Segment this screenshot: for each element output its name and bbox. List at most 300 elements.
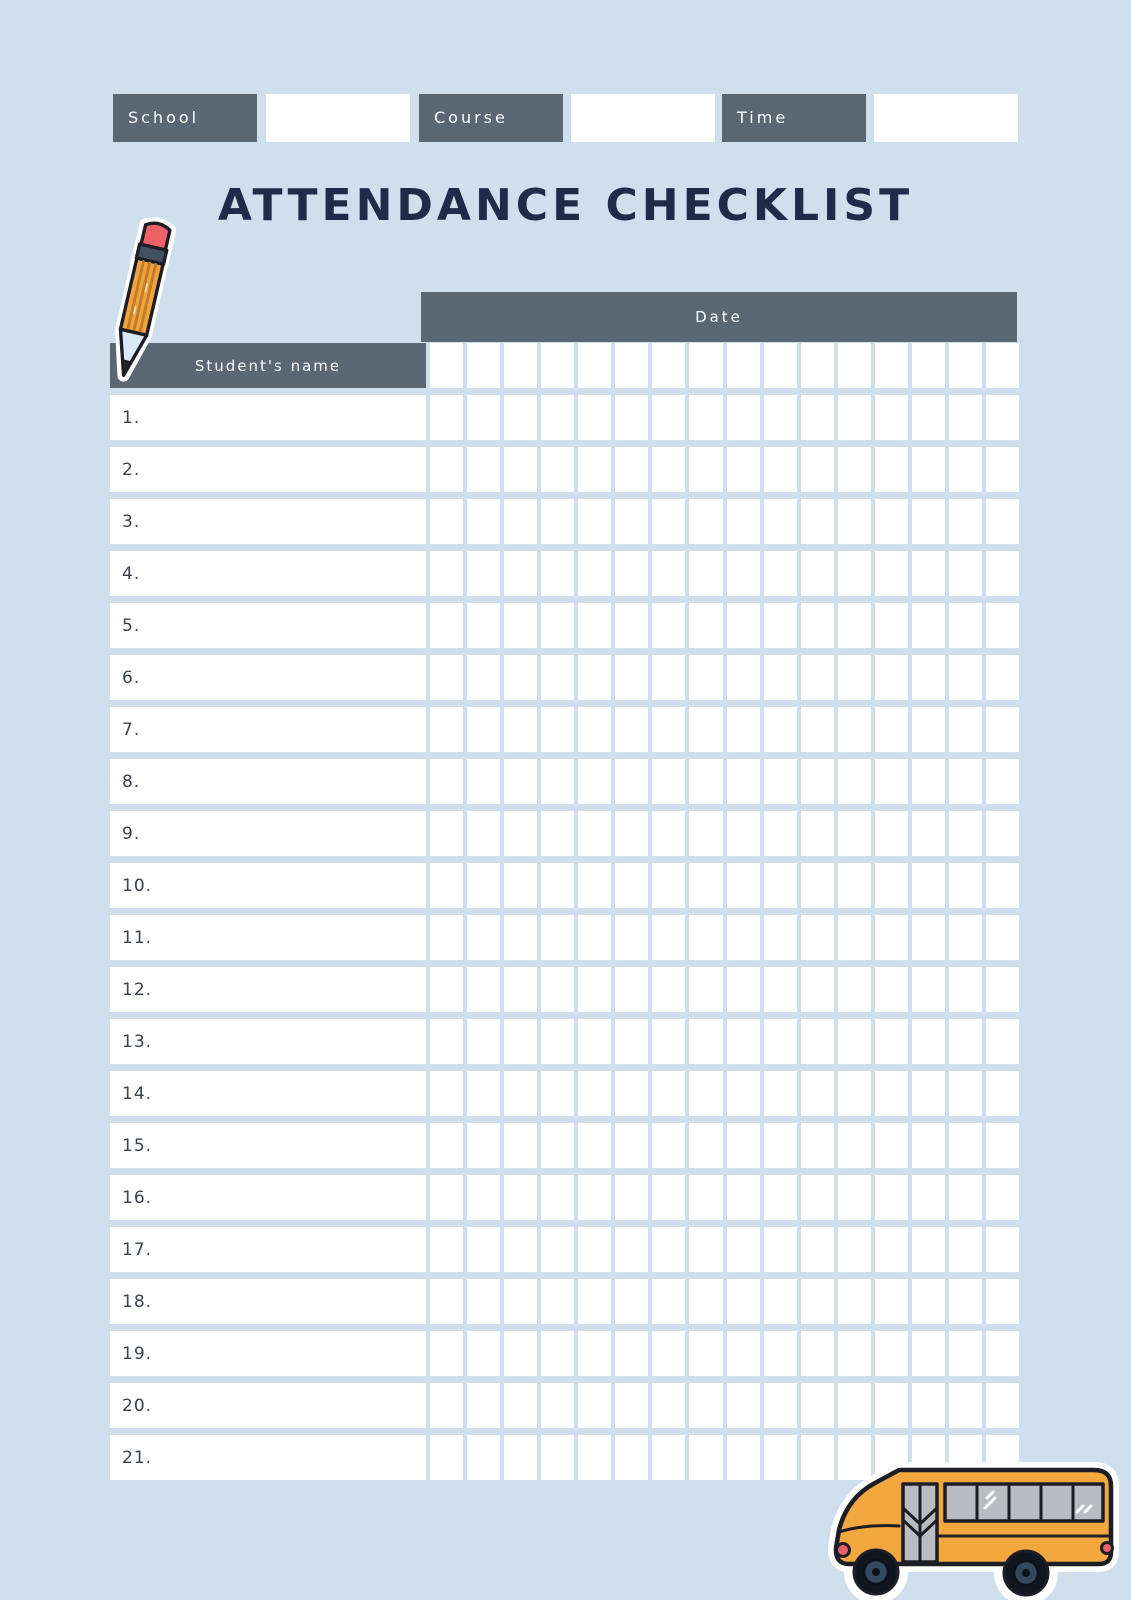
attendance-cell[interactable] xyxy=(949,551,982,596)
attendance-cell[interactable] xyxy=(652,863,685,908)
date-header-cell[interactable] xyxy=(912,343,945,388)
attendance-cell[interactable] xyxy=(801,1279,834,1324)
attendance-cell[interactable] xyxy=(467,1019,500,1064)
attendance-cell[interactable] xyxy=(689,1435,722,1480)
attendance-cell[interactable] xyxy=(986,1383,1019,1428)
attendance-cell[interactable] xyxy=(578,655,611,700)
attendance-cell[interactable] xyxy=(986,447,1019,492)
attendance-cell[interactable] xyxy=(838,655,871,700)
attendance-cell[interactable] xyxy=(578,551,611,596)
attendance-cell[interactable] xyxy=(467,967,500,1012)
attendance-cell[interactable] xyxy=(801,395,834,440)
attendance-cell[interactable] xyxy=(541,655,574,700)
attendance-cell[interactable] xyxy=(689,395,722,440)
attendance-cell[interactable] xyxy=(578,1123,611,1168)
attendance-cell[interactable] xyxy=(615,395,648,440)
attendance-cell[interactable] xyxy=(652,1123,685,1168)
attendance-cell[interactable] xyxy=(578,1383,611,1428)
attendance-cell[interactable] xyxy=(430,1383,463,1428)
attendance-cell[interactable] xyxy=(541,967,574,1012)
attendance-cell[interactable] xyxy=(875,967,908,1012)
attendance-cell[interactable] xyxy=(949,1071,982,1116)
attendance-cell[interactable] xyxy=(578,395,611,440)
attendance-cell[interactable] xyxy=(504,1227,537,1272)
attendance-cell[interactable] xyxy=(764,1175,797,1220)
attendance-cell[interactable] xyxy=(801,759,834,804)
attendance-cell[interactable] xyxy=(504,863,537,908)
date-header-cell[interactable] xyxy=(615,343,648,388)
attendance-cell[interactable] xyxy=(578,603,611,648)
attendance-cell[interactable] xyxy=(986,603,1019,648)
attendance-cell[interactable] xyxy=(652,1019,685,1064)
attendance-cell[interactable] xyxy=(949,395,982,440)
attendance-cell[interactable] xyxy=(912,759,945,804)
attendance-cell[interactable] xyxy=(652,1227,685,1272)
attendance-cell[interactable] xyxy=(727,811,760,856)
attendance-cell[interactable] xyxy=(912,1331,945,1376)
attendance-cell[interactable] xyxy=(801,915,834,960)
attendance-cell[interactable] xyxy=(801,811,834,856)
attendance-cell[interactable] xyxy=(615,1435,648,1480)
attendance-cell[interactable] xyxy=(986,499,1019,544)
attendance-cell[interactable] xyxy=(986,759,1019,804)
attendance-cell[interactable] xyxy=(875,1123,908,1168)
attendance-cell[interactable] xyxy=(727,1071,760,1116)
attendance-cell[interactable] xyxy=(615,915,648,960)
attendance-cell[interactable] xyxy=(727,863,760,908)
attendance-cell[interactable] xyxy=(541,759,574,804)
attendance-cell[interactable] xyxy=(615,1279,648,1324)
attendance-cell[interactable] xyxy=(727,1383,760,1428)
attendance-cell[interactable] xyxy=(430,1227,463,1272)
attendance-cell[interactable] xyxy=(541,1279,574,1324)
attendance-cell[interactable] xyxy=(430,499,463,544)
attendance-cell[interactable] xyxy=(689,1279,722,1324)
attendance-cell[interactable] xyxy=(875,1331,908,1376)
attendance-cell[interactable] xyxy=(949,1123,982,1168)
attendance-cell[interactable] xyxy=(615,1383,648,1428)
student-name-cell[interactable] xyxy=(110,1175,426,1220)
attendance-cell[interactable] xyxy=(689,915,722,960)
attendance-cell[interactable] xyxy=(689,499,722,544)
date-header-cell[interactable] xyxy=(949,343,982,388)
attendance-cell[interactable] xyxy=(430,551,463,596)
attendance-cell[interactable] xyxy=(652,1331,685,1376)
attendance-cell[interactable] xyxy=(912,499,945,544)
attendance-cell[interactable] xyxy=(949,1227,982,1272)
attendance-cell[interactable] xyxy=(504,1175,537,1220)
attendance-cell[interactable] xyxy=(504,915,537,960)
attendance-cell[interactable] xyxy=(838,967,871,1012)
attendance-cell[interactable] xyxy=(875,707,908,752)
attendance-cell[interactable] xyxy=(467,811,500,856)
date-header-cell[interactable] xyxy=(801,343,834,388)
attendance-cell[interactable] xyxy=(912,915,945,960)
date-header-cell[interactable] xyxy=(727,343,760,388)
attendance-cell[interactable] xyxy=(764,603,797,648)
attendance-cell[interactable] xyxy=(764,447,797,492)
attendance-cell[interactable] xyxy=(838,499,871,544)
attendance-cell[interactable] xyxy=(652,1071,685,1116)
attendance-cell[interactable] xyxy=(801,603,834,648)
attendance-cell[interactable] xyxy=(764,499,797,544)
attendance-cell[interactable] xyxy=(986,1331,1019,1376)
attendance-cell[interactable] xyxy=(875,655,908,700)
attendance-cell[interactable] xyxy=(615,863,648,908)
attendance-cell[interactable] xyxy=(727,1227,760,1272)
attendance-cell[interactable] xyxy=(838,1123,871,1168)
attendance-cell[interactable] xyxy=(615,1071,648,1116)
student-name-cell[interactable] xyxy=(110,1071,426,1116)
attendance-cell[interactable] xyxy=(912,1123,945,1168)
attendance-cell[interactable] xyxy=(615,499,648,544)
attendance-cell[interactable] xyxy=(467,551,500,596)
attendance-cell[interactable] xyxy=(727,603,760,648)
attendance-cell[interactable] xyxy=(689,707,722,752)
attendance-cell[interactable] xyxy=(986,707,1019,752)
attendance-cell[interactable] xyxy=(541,1123,574,1168)
attendance-cell[interactable] xyxy=(764,863,797,908)
attendance-cell[interactable] xyxy=(949,1175,982,1220)
attendance-cell[interactable] xyxy=(764,1019,797,1064)
attendance-cell[interactable] xyxy=(652,1435,685,1480)
attendance-cell[interactable] xyxy=(912,551,945,596)
student-name-cell[interactable] xyxy=(110,707,426,752)
attendance-cell[interactable] xyxy=(949,603,982,648)
attendance-cell[interactable] xyxy=(764,551,797,596)
attendance-cell[interactable] xyxy=(467,1279,500,1324)
attendance-cell[interactable] xyxy=(838,863,871,908)
attendance-cell[interactable] xyxy=(727,395,760,440)
student-name-cell[interactable] xyxy=(110,1383,426,1428)
attendance-cell[interactable] xyxy=(689,1019,722,1064)
date-header-cell[interactable] xyxy=(689,343,722,388)
attendance-cell[interactable] xyxy=(912,1175,945,1220)
attendance-cell[interactable] xyxy=(652,395,685,440)
attendance-cell[interactable] xyxy=(467,759,500,804)
attendance-cell[interactable] xyxy=(949,1383,982,1428)
attendance-cell[interactable] xyxy=(801,707,834,752)
attendance-cell[interactable] xyxy=(541,499,574,544)
attendance-cell[interactable] xyxy=(541,863,574,908)
student-name-cell[interactable] xyxy=(110,1435,426,1480)
attendance-cell[interactable] xyxy=(875,1279,908,1324)
attendance-cell[interactable] xyxy=(875,915,908,960)
attendance-cell[interactable] xyxy=(875,1175,908,1220)
student-name-cell[interactable] xyxy=(110,447,426,492)
attendance-cell[interactable] xyxy=(467,655,500,700)
attendance-cell[interactable] xyxy=(838,811,871,856)
attendance-cell[interactable] xyxy=(727,499,760,544)
attendance-cell[interactable] xyxy=(541,1019,574,1064)
attendance-cell[interactable] xyxy=(838,447,871,492)
attendance-cell[interactable] xyxy=(689,1383,722,1428)
attendance-cell[interactable] xyxy=(838,1071,871,1116)
attendance-cell[interactable] xyxy=(615,707,648,752)
attendance-cell[interactable] xyxy=(838,1383,871,1428)
attendance-cell[interactable] xyxy=(578,1071,611,1116)
attendance-cell[interactable] xyxy=(652,811,685,856)
date-header-cell[interactable] xyxy=(467,343,500,388)
attendance-cell[interactable] xyxy=(986,1071,1019,1116)
attendance-cell[interactable] xyxy=(801,551,834,596)
attendance-cell[interactable] xyxy=(504,1123,537,1168)
attendance-cell[interactable] xyxy=(467,1331,500,1376)
attendance-cell[interactable] xyxy=(541,1071,574,1116)
attendance-cell[interactable] xyxy=(727,447,760,492)
attendance-cell[interactable] xyxy=(801,1019,834,1064)
attendance-cell[interactable] xyxy=(430,1071,463,1116)
date-header-cell[interactable] xyxy=(430,343,463,388)
attendance-cell[interactable] xyxy=(912,395,945,440)
attendance-cell[interactable] xyxy=(578,1279,611,1324)
attendance-cell[interactable] xyxy=(949,915,982,960)
attendance-cell[interactable] xyxy=(467,499,500,544)
attendance-cell[interactable] xyxy=(504,603,537,648)
attendance-cell[interactable] xyxy=(578,1331,611,1376)
attendance-cell[interactable] xyxy=(430,1435,463,1480)
attendance-cell[interactable] xyxy=(504,1071,537,1116)
attendance-cell[interactable] xyxy=(541,551,574,596)
attendance-cell[interactable] xyxy=(986,395,1019,440)
attendance-cell[interactable] xyxy=(467,1123,500,1168)
attendance-cell[interactable] xyxy=(727,707,760,752)
attendance-cell[interactable] xyxy=(689,1227,722,1272)
attendance-cell[interactable] xyxy=(504,395,537,440)
attendance-cell[interactable] xyxy=(430,707,463,752)
attendance-cell[interactable] xyxy=(801,863,834,908)
date-header-cell[interactable] xyxy=(578,343,611,388)
attendance-cell[interactable] xyxy=(764,1383,797,1428)
school-input[interactable] xyxy=(266,94,410,142)
attendance-cell[interactable] xyxy=(541,1175,574,1220)
attendance-cell[interactable] xyxy=(689,759,722,804)
attendance-cell[interactable] xyxy=(578,811,611,856)
attendance-cell[interactable] xyxy=(541,915,574,960)
attendance-cell[interactable] xyxy=(912,1383,945,1428)
attendance-cell[interactable] xyxy=(467,1383,500,1428)
attendance-cell[interactable] xyxy=(541,1331,574,1376)
attendance-cell[interactable] xyxy=(764,759,797,804)
attendance-cell[interactable] xyxy=(689,1071,722,1116)
attendance-cell[interactable] xyxy=(727,759,760,804)
attendance-cell[interactable] xyxy=(467,707,500,752)
attendance-cell[interactable] xyxy=(541,1435,574,1480)
attendance-cell[interactable] xyxy=(541,603,574,648)
student-name-cell[interactable] xyxy=(110,915,426,960)
student-name-cell[interactable] xyxy=(110,551,426,596)
attendance-cell[interactable] xyxy=(615,1331,648,1376)
attendance-cell[interactable] xyxy=(578,1019,611,1064)
attendance-cell[interactable] xyxy=(615,551,648,596)
attendance-cell[interactable] xyxy=(578,967,611,1012)
attendance-cell[interactable] xyxy=(986,915,1019,960)
attendance-cell[interactable] xyxy=(838,1019,871,1064)
attendance-cell[interactable] xyxy=(838,1279,871,1324)
attendance-cell[interactable] xyxy=(652,915,685,960)
attendance-cell[interactable] xyxy=(764,655,797,700)
student-name-cell[interactable] xyxy=(110,759,426,804)
attendance-cell[interactable] xyxy=(912,707,945,752)
attendance-cell[interactable] xyxy=(430,655,463,700)
attendance-cell[interactable] xyxy=(689,447,722,492)
attendance-cell[interactable] xyxy=(430,863,463,908)
attendance-cell[interactable] xyxy=(652,967,685,1012)
attendance-cell[interactable] xyxy=(949,811,982,856)
student-name-cell[interactable] xyxy=(110,811,426,856)
attendance-cell[interactable] xyxy=(467,1227,500,1272)
attendance-cell[interactable] xyxy=(652,447,685,492)
attendance-cell[interactable] xyxy=(504,551,537,596)
attendance-cell[interactable] xyxy=(652,759,685,804)
attendance-cell[interactable] xyxy=(912,447,945,492)
attendance-cell[interactable] xyxy=(727,967,760,1012)
attendance-cell[interactable] xyxy=(504,1019,537,1064)
attendance-cell[interactable] xyxy=(875,1071,908,1116)
attendance-cell[interactable] xyxy=(764,1123,797,1168)
attendance-cell[interactable] xyxy=(430,1175,463,1220)
attendance-cell[interactable] xyxy=(801,1123,834,1168)
attendance-cell[interactable] xyxy=(838,1175,871,1220)
attendance-cell[interactable] xyxy=(912,655,945,700)
date-header-cell[interactable] xyxy=(875,343,908,388)
attendance-cell[interactable] xyxy=(986,551,1019,596)
attendance-cell[interactable] xyxy=(615,967,648,1012)
attendance-cell[interactable] xyxy=(838,1227,871,1272)
date-header-cell[interactable] xyxy=(541,343,574,388)
attendance-cell[interactable] xyxy=(875,447,908,492)
attendance-cell[interactable] xyxy=(467,395,500,440)
student-name-cell[interactable] xyxy=(110,1227,426,1272)
attendance-cell[interactable] xyxy=(430,1019,463,1064)
attendance-cell[interactable] xyxy=(912,1227,945,1272)
attendance-cell[interactable] xyxy=(652,499,685,544)
attendance-cell[interactable] xyxy=(949,759,982,804)
attendance-cell[interactable] xyxy=(652,603,685,648)
attendance-cell[interactable] xyxy=(875,395,908,440)
attendance-cell[interactable] xyxy=(838,915,871,960)
attendance-cell[interactable] xyxy=(801,967,834,1012)
attendance-cell[interactable] xyxy=(912,967,945,1012)
attendance-cell[interactable] xyxy=(504,967,537,1012)
date-header-cell[interactable] xyxy=(504,343,537,388)
date-header-cell[interactable] xyxy=(652,343,685,388)
attendance-cell[interactable] xyxy=(430,395,463,440)
attendance-cell[interactable] xyxy=(504,1331,537,1376)
attendance-cell[interactable] xyxy=(986,967,1019,1012)
attendance-cell[interactable] xyxy=(838,551,871,596)
attendance-cell[interactable] xyxy=(875,499,908,544)
attendance-cell[interactable] xyxy=(541,707,574,752)
attendance-cell[interactable] xyxy=(689,655,722,700)
attendance-cell[interactable] xyxy=(949,863,982,908)
attendance-cell[interactable] xyxy=(615,447,648,492)
attendance-cell[interactable] xyxy=(949,967,982,1012)
attendance-cell[interactable] xyxy=(727,1435,760,1480)
attendance-cell[interactable] xyxy=(504,447,537,492)
attendance-cell[interactable] xyxy=(764,1227,797,1272)
attendance-cell[interactable] xyxy=(504,655,537,700)
attendance-cell[interactable] xyxy=(727,655,760,700)
attendance-cell[interactable] xyxy=(875,1019,908,1064)
attendance-cell[interactable] xyxy=(801,1227,834,1272)
attendance-cell[interactable] xyxy=(578,499,611,544)
attendance-cell[interactable] xyxy=(430,759,463,804)
attendance-cell[interactable] xyxy=(467,447,500,492)
attendance-cell[interactable] xyxy=(615,759,648,804)
attendance-cell[interactable] xyxy=(801,1071,834,1116)
attendance-cell[interactable] xyxy=(949,655,982,700)
attendance-cell[interactable] xyxy=(504,811,537,856)
attendance-cell[interactable] xyxy=(652,707,685,752)
attendance-cell[interactable] xyxy=(615,655,648,700)
attendance-cell[interactable] xyxy=(986,863,1019,908)
course-input[interactable] xyxy=(571,94,715,142)
time-input[interactable] xyxy=(874,94,1018,142)
attendance-cell[interactable] xyxy=(689,551,722,596)
student-name-cell[interactable] xyxy=(110,1123,426,1168)
attendance-cell[interactable] xyxy=(764,1279,797,1324)
attendance-cell[interactable] xyxy=(949,447,982,492)
attendance-cell[interactable] xyxy=(615,603,648,648)
attendance-cell[interactable] xyxy=(578,915,611,960)
attendance-cell[interactable] xyxy=(430,811,463,856)
attendance-cell[interactable] xyxy=(689,1175,722,1220)
attendance-cell[interactable] xyxy=(801,447,834,492)
attendance-cell[interactable] xyxy=(727,1175,760,1220)
attendance-cell[interactable] xyxy=(986,1279,1019,1324)
attendance-cell[interactable] xyxy=(986,1019,1019,1064)
date-header-cell[interactable] xyxy=(838,343,871,388)
attendance-cell[interactable] xyxy=(986,1175,1019,1220)
student-name-cell[interactable] xyxy=(110,1019,426,1064)
attendance-cell[interactable] xyxy=(838,759,871,804)
attendance-cell[interactable] xyxy=(430,447,463,492)
attendance-cell[interactable] xyxy=(504,1435,537,1480)
attendance-cell[interactable] xyxy=(986,1123,1019,1168)
attendance-cell[interactable] xyxy=(949,707,982,752)
attendance-cell[interactable] xyxy=(986,1227,1019,1272)
attendance-cell[interactable] xyxy=(578,759,611,804)
attendance-cell[interactable] xyxy=(578,707,611,752)
attendance-cell[interactable] xyxy=(764,1435,797,1480)
attendance-cell[interactable] xyxy=(430,1123,463,1168)
date-header-cell[interactable] xyxy=(764,343,797,388)
date-header-cell[interactable] xyxy=(986,343,1019,388)
attendance-cell[interactable] xyxy=(764,811,797,856)
attendance-cell[interactable] xyxy=(689,1331,722,1376)
attendance-cell[interactable] xyxy=(801,1331,834,1376)
attendance-cell[interactable] xyxy=(689,603,722,648)
attendance-cell[interactable] xyxy=(467,915,500,960)
attendance-cell[interactable] xyxy=(504,1279,537,1324)
attendance-cell[interactable] xyxy=(764,707,797,752)
attendance-cell[interactable] xyxy=(430,603,463,648)
attendance-cell[interactable] xyxy=(949,1279,982,1324)
attendance-cell[interactable] xyxy=(875,811,908,856)
attendance-cell[interactable] xyxy=(764,1071,797,1116)
attendance-cell[interactable] xyxy=(764,395,797,440)
student-name-cell[interactable] xyxy=(110,395,426,440)
attendance-cell[interactable] xyxy=(949,1019,982,1064)
attendance-cell[interactable] xyxy=(430,967,463,1012)
attendance-cell[interactable] xyxy=(578,1175,611,1220)
attendance-cell[interactable] xyxy=(615,811,648,856)
attendance-cell[interactable] xyxy=(801,1383,834,1428)
attendance-cell[interactable] xyxy=(689,967,722,1012)
attendance-cell[interactable] xyxy=(838,1331,871,1376)
attendance-cell[interactable] xyxy=(615,1019,648,1064)
